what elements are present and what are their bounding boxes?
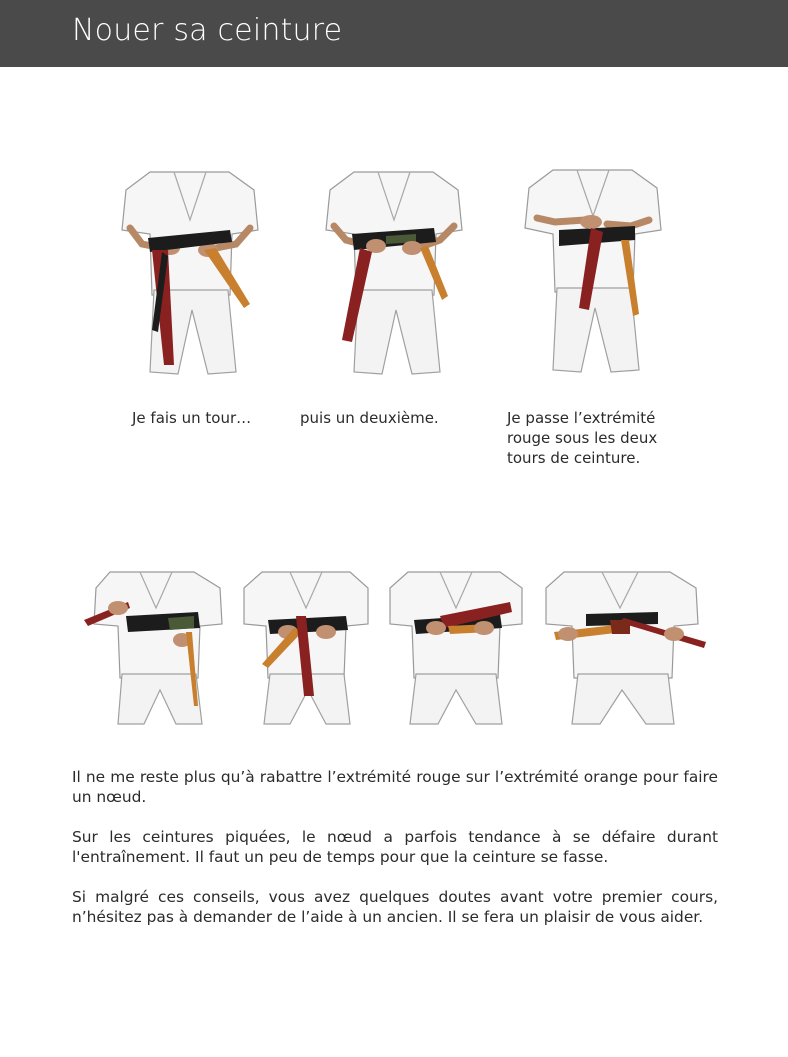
step-5-illustration xyxy=(240,566,372,728)
step-6-illustration xyxy=(384,566,526,728)
step-1-illustration xyxy=(112,160,267,390)
paragraph-stitched-belts: Sur les ceintures piquées, le nœud a parfois tendance à se défaire durant l'entraînement. Il faut un peu de temps pour que la ceinture se fasse. xyxy=(72,828,718,866)
paragraph-knot: Il ne me reste plus qu’à rabattre l’extrémité rouge sur l’extrémité orange pour faire un nœud. xyxy=(72,768,718,806)
paragraph-advice: Si malgré ces conseils, vous avez quelques doutes avant votre premier cours, n’hésitez pas à demander de l’aide à un ancien. Il se fera un plaisir de vous aider. xyxy=(72,888,718,926)
step-3-caption: Je passe l’extrémité rouge sous les deux tours de ceinture. xyxy=(507,409,658,467)
step-3-illustration xyxy=(515,160,670,385)
page-header xyxy=(0,0,788,67)
step-4-illustration xyxy=(82,566,232,728)
step-1-caption: Je fais un tour… xyxy=(132,409,252,427)
step-7-illustration xyxy=(534,566,710,728)
step-2-illustration xyxy=(316,160,471,390)
step-2-caption: puis un deuxième. xyxy=(300,409,439,427)
page-title: Nouer sa ceinture xyxy=(72,13,343,48)
